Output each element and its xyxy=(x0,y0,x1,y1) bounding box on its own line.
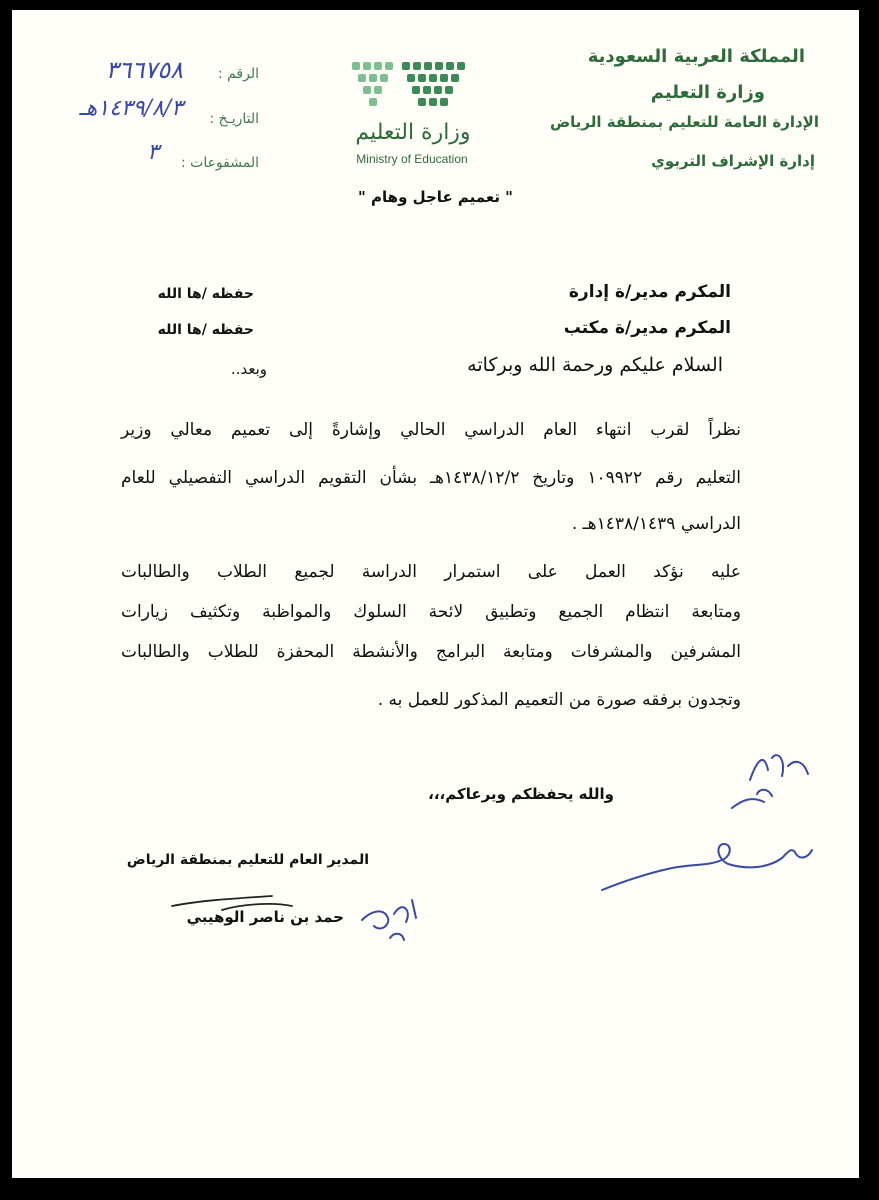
header-kingdom: المملكة العربية السعودية xyxy=(587,46,805,67)
recipient-2-title: المكرم مدير/ة مكتب xyxy=(563,318,731,338)
logo-english-text: Ministry of Education xyxy=(356,152,468,166)
handwritten-annotation-icon xyxy=(582,740,842,910)
attachments-label: المشفوعات : xyxy=(180,155,259,171)
signatory-title: المدير العام للتعليم بمنطقة الرياض xyxy=(126,852,369,868)
closing-line: والله يحفظكم ويرعاكم،،، xyxy=(428,785,614,803)
paragraph1-line-1: نظراً لقرب انتهاء العام الدراسي الحالي وإشارةً إلى تعميم معالي وزير xyxy=(121,420,741,440)
recipient-1-honorific: حفظه /ها الله xyxy=(157,286,254,302)
date-value: ١٤٣٩/٨/٣هـ xyxy=(79,96,183,121)
attachments-value: ٣ xyxy=(147,140,159,165)
recipient-1-title: المكرم مدير/ة إدارة xyxy=(568,282,731,302)
date-label: التاريـخ : xyxy=(209,111,259,127)
ministry-logo-icon xyxy=(312,54,492,124)
ministry-logo xyxy=(312,54,492,174)
header-general-admin: الإدارة العامة للتعليم بمنطقة الرياض xyxy=(549,113,819,131)
recipient-2-honorific: حفظه /ها الله xyxy=(157,322,254,338)
logo-arabic-text: وزارة التعليم xyxy=(355,120,471,145)
header-ministry: وزارة التعليم xyxy=(650,82,765,103)
paragraph2-line-4: وتجدون برفقه صورة من التعميم المذكور للعمل به . xyxy=(377,690,741,710)
number-label: الرقم : xyxy=(217,66,259,82)
letter-page xyxy=(12,10,859,1178)
greeting-salam: السلام عليكم ورحمة الله وبركاته xyxy=(467,354,723,376)
paragraph2-line-1: عليه نؤكد العمل على استمرار الدراسة لجميع الطلاب والطالبات xyxy=(121,562,741,582)
paragraph2-line-3: المشرفين والمشرفات ومتابعة البرامج والأنشطة المحفزة للطلاب والطالبات xyxy=(121,642,741,662)
greeting-after: وبعد.. xyxy=(230,360,267,378)
handwritten-signature-icon xyxy=(162,870,422,950)
subject-line: " تعميم عاجل وهام " xyxy=(358,188,513,206)
paragraph1-line-3: الدراسي ١٤٣٨/١٤٣٩هـ . xyxy=(571,514,741,534)
header-department: إدارة الإشراف التربوي xyxy=(651,152,815,170)
paragraph2-line-2: ومتابعة انتظام الجميع وتطبيق لائحة السلوك والمواظبة وتكثيف زيارات xyxy=(121,602,741,622)
signatory-name: حمد بن ناصر الوهيبي xyxy=(186,908,344,926)
paragraph1-line-2: التعليم رقم ١٠٩٩٢٢ وتاريخ ١٤٣٨/١٢/٢هـ بشأن التقويم الدراسي التفصيلي للعام xyxy=(121,468,741,488)
number-value: ٣٦٦٧٥٨ xyxy=(105,56,183,84)
